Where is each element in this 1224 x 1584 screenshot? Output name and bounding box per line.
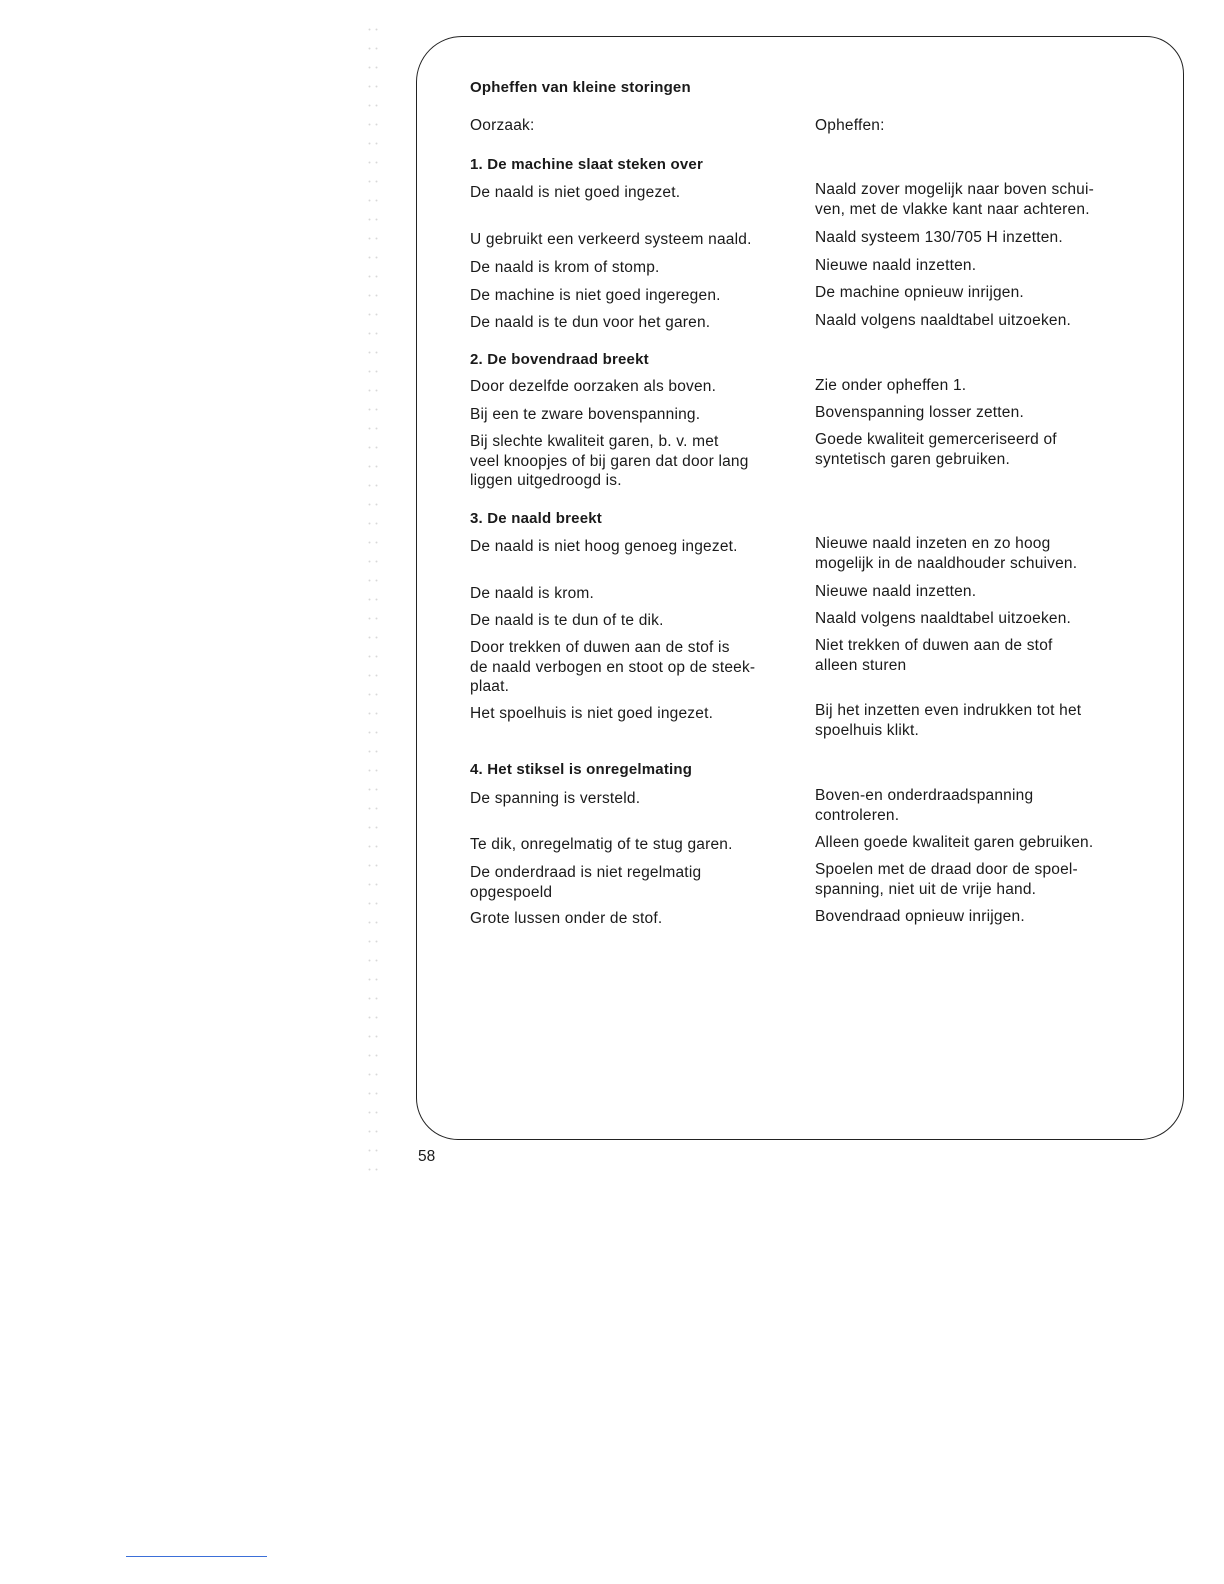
cause-text: Door trekken of duwen aan de stof is de naald verbogen en stoot op de steek- plaat. [470, 639, 756, 695]
fix-text: De machine opnieuw inrijgen. [815, 284, 1024, 301]
cause-text: Het spoelhuis is niet goed ingezet. [470, 705, 714, 722]
fix-text: Niet trekken of duwen aan de stof alleen sturen [815, 637, 1053, 674]
cause-text: De naald is te dun voor het garen. [470, 314, 711, 331]
cause-text: De machine is niet goed ingeregen. [470, 287, 721, 304]
footer-rule [126, 1556, 267, 1557]
cause-text: De naald is niet hoog genoeg ingezet. [470, 538, 738, 555]
page-title: Opheffen van kleine storingen [470, 79, 691, 96]
column-header-cause: Oorzaak: [470, 117, 535, 134]
fix-text: Naald systeem 130/705 H inzetten. [815, 229, 1063, 246]
section-title: 2. De bovendraad breekt [470, 351, 649, 368]
section-title: 3. De naald breekt [470, 510, 602, 527]
fix-text: Bovendraad opnieuw inrijgen. [815, 908, 1025, 925]
fix-text: Nieuwe naald inzetten. [815, 583, 977, 600]
fix-text: Goede kwaliteit gemerceriseerd of syntetisch garen gebruiken. [815, 431, 1057, 468]
fix-text: Spoelen met de draad door de spoel- spanning, niet uit de vrije hand. [815, 861, 1078, 898]
fix-text: Naald zover mogelijk naar boven schui- ven, met de vlakke kant naar achteren. [815, 181, 1094, 218]
fix-text: Naald volgens naaldtabel uitzoeken. [815, 610, 1072, 627]
cause-text: De naald is krom. [470, 585, 595, 602]
cause-text: Door dezelfde oorzaken als boven. [470, 378, 717, 395]
page-number: 58 [418, 1148, 436, 1165]
cause-text: De onderdraad is niet regelmatig opgespoeld [470, 864, 702, 901]
section-title: 4. Het stiksel is onregelmating [470, 761, 693, 778]
cause-text: De spanning is versteld. [470, 790, 641, 807]
cause-text: Bij slechte kwaliteit garen, b. v. met veel knoopjes of bij garen dat door lang liggen uitgedroogd is. [470, 433, 749, 489]
scan-margin-speckle [366, 20, 380, 1180]
fix-text: Nieuwe naald inzetten. [815, 257, 977, 274]
cause-text: De naald is te dun of te dik. [470, 612, 664, 629]
cause-text: Grote lussen onder de stof. [470, 910, 663, 927]
cause-text: Te dik, onregelmatig of te stug garen. [470, 836, 733, 853]
cause-text: De naald is krom of stomp. [470, 259, 660, 276]
fix-text: Bovenspanning losser zetten. [815, 404, 1024, 421]
cause-text: U gebruikt een verkeerd systeem naald. [470, 231, 752, 248]
fix-text: Zie onder opheffen 1. [815, 377, 967, 394]
fix-text: Bij het inzetten even indrukken tot het spoelhuis klikt. [815, 702, 1082, 739]
fix-text: Boven-en onderdraadspanning controleren. [815, 787, 1034, 824]
section-title: 1. De machine slaat steken over [470, 156, 703, 173]
cause-text: De naald is niet goed ingezet. [470, 184, 681, 201]
column-header-fix: Opheffen: [815, 117, 885, 134]
cause-text: Bij een te zware bovenspanning. [470, 406, 701, 423]
fix-text: Nieuwe naald inzeten en zo hoog mogelijk in de naaldhouder schuiven. [815, 535, 1078, 572]
fix-text: Alleen goede kwaliteit garen gebruiken. [815, 834, 1094, 851]
fix-text: Naald volgens naaldtabel uitzoeken. [815, 312, 1072, 329]
